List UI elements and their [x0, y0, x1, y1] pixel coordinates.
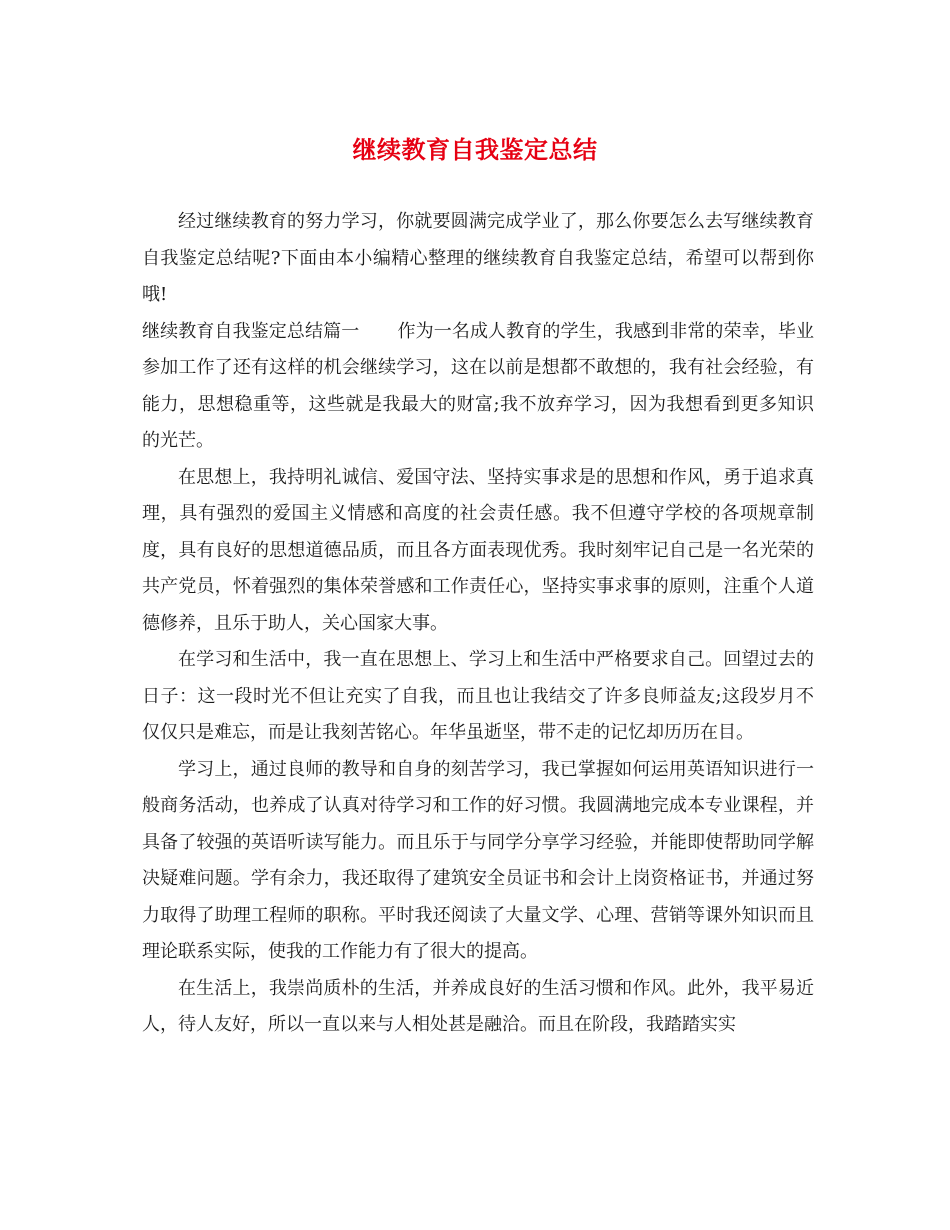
document-body	[142, 204, 814, 1044]
intro-paragraph: 经过继续教育的努力学习，你就要圆满完成学业了，那么你要怎么去写继续教育自我鉴定总结呢?下面由本小编精心整理的继续教育自我鉴定总结，希望可以帮到你哦!	[142, 211, 814, 305]
body-paragraph-study-life: 在学习和生活中，我一直在思想上、学习上和生活中严格要求自己。回望过去的日子：这一段时光不但让充实了自我，而且也让我结交了许多良师益友;这段岁月不仅仅只是难忘，而是让我刻苦铭心。年华虽逝坚，带不走的记忆却历历在目。	[142, 649, 814, 743]
section-one-paragraph	[142, 314, 814, 460]
body-paragraph-thought: 在思想上，我持明礼诚信、爱国守法、坚持实事求是的思想和作风，勇于追求真理，具有强烈的爱国主义情感和高度的社会责任感。我不但遵守学校的各项规章制度，具有良好的思想道德品质，而且各方面表现优秀。我时刻牢记自己是一名光荣的共产党员，怀着强烈的集体荣誉感和工作责任心，坚持实事求事的原则，注重个人道德修养，且乐于助人，关心国家大事。	[142, 466, 814, 634]
body-paragraph-life: 在生活上，我崇尚质朴的生活，并养成良好的生活习惯和作风。此外，我平易近人，待人友好，所以一直以来与人相处甚是融洽。而且在阶段，我踏踏实实	[142, 977, 814, 1035]
body-paragraph-learning: 学习上，通过良师的教导和自身的刻苦学习，我已掌握如何运用英语知识进行一般商务活动，也养成了认真对待学习和工作的好习惯。我圆满地完成本专业课程，并具备了较强的英语听读写能力。而且乐于与同学分享学习经验，并能即使帮助同学解决疑难问题。学有余力，我还取得了建筑安全员证书和会计上岗资格证书，并通过努力取得了助理工程师的职称。平时我还阅读了大量文学、心理、营销等课外知识而且理论联系实际，使我的工作能力有了很大的提高。	[142, 758, 814, 962]
section-heading: 继续教育自我鉴定总结篇一	[142, 320, 360, 342]
document-title: 继续教育自我鉴定总结	[352, 135, 598, 164]
section-first-text: 作为一名成人教育的学生，我感到非常的荣幸，毕业参加工作了还有这样的机会继续学习，这在以前是想都不敢想的，我有社会经验，有能力，思想稳重等，这些就是我最大的财富;我不放弃学习，因为我想看到更多知识的光芒。	[142, 320, 815, 451]
